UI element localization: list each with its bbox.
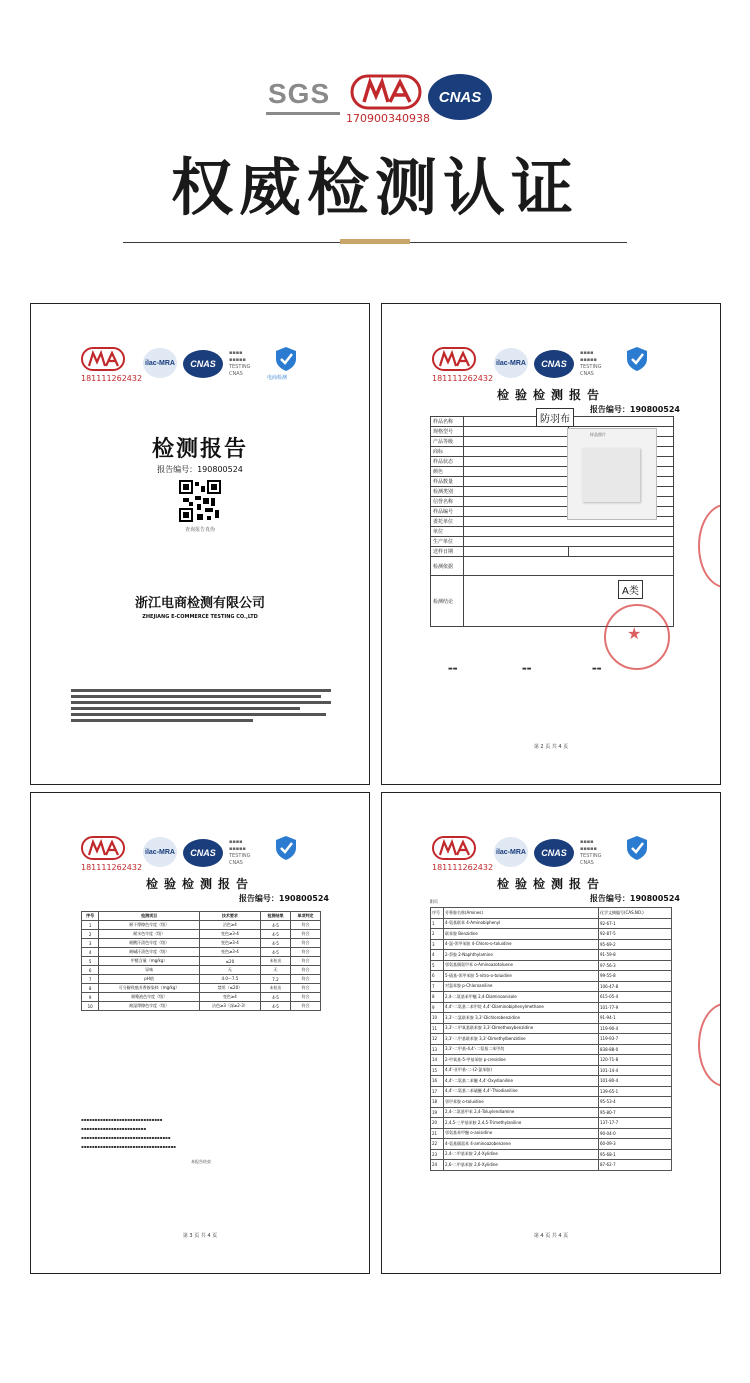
table-cell: 邻甲苯胺 o-toluidine bbox=[444, 1097, 599, 1108]
cnas-logo: CNAS bbox=[428, 74, 492, 120]
table-cell: 97-56-3 bbox=[599, 960, 672, 971]
table-cell: 2,4,5-三甲基苯胺 2,4,5-Trimethylaniline bbox=[444, 1118, 599, 1129]
title-divider-accent bbox=[340, 239, 410, 244]
table-row bbox=[82, 957, 321, 966]
table-cell: 106-47-8 bbox=[599, 981, 672, 992]
shield-check-icon bbox=[626, 835, 648, 861]
table-cell: ≤20 bbox=[199, 957, 260, 966]
report-number: 报告编号：190800524 bbox=[157, 465, 243, 474]
report-logos bbox=[432, 346, 672, 386]
table-row bbox=[431, 1118, 672, 1129]
cnas-mini-logo: CNAS bbox=[534, 350, 574, 378]
table-cell: 24 bbox=[431, 1160, 444, 1171]
column-header: 技术要求 bbox=[199, 912, 260, 921]
table-cell: 4-5 bbox=[261, 993, 291, 1002]
table-cell: 符合 bbox=[290, 921, 320, 930]
cma-mini-number: 181111262432 bbox=[432, 374, 494, 383]
field-label: 颜色 bbox=[431, 467, 464, 477]
table-cell: 4-5 bbox=[261, 948, 291, 957]
table-cell: 2,4-二甲基苯胺 2,4-Xylidine bbox=[444, 1149, 599, 1160]
table-cell: 符合 bbox=[290, 930, 320, 939]
table-cell: 异味 bbox=[99, 966, 199, 975]
table-cell: 7 bbox=[431, 981, 444, 992]
table-cell: 119-90-4 bbox=[599, 1023, 672, 1034]
report-end-text: 本报告结束 bbox=[191, 1159, 211, 1164]
table-cell: 2 bbox=[431, 929, 444, 940]
sgs-underline bbox=[266, 112, 340, 115]
cma-mini-logo bbox=[432, 835, 476, 863]
table-row bbox=[431, 971, 672, 982]
qr-caption: 查询报告真伪 bbox=[184, 527, 215, 533]
table-row bbox=[431, 1013, 672, 1024]
table-cell: 101-14-4 bbox=[599, 1065, 672, 1076]
field-label: 检测结论 bbox=[431, 576, 464, 627]
table-cell: 120-71-8 bbox=[599, 1055, 672, 1066]
field-label: 信誉名称 bbox=[431, 497, 464, 507]
table-row bbox=[431, 939, 672, 950]
report-cover-page bbox=[30, 303, 370, 785]
table-cell: 13 bbox=[431, 1044, 444, 1055]
table-cell: 邻氨基偶氮甲苯 o-Aminoazotoluene bbox=[444, 960, 599, 971]
accreditation-text: ▪▪▪▪ ▪▪▪▪▪ TESTING CNAS bbox=[229, 350, 251, 377]
accreditation-text: ▪▪▪▪ ▪▪▪▪▪ TESTING CNAS bbox=[580, 350, 602, 377]
table-cell: 3,3'-二甲基联苯胺 3,3'-Dimethylbenzidine bbox=[444, 1034, 599, 1045]
table-cell: 2-萘胺 2-Naphthylamine bbox=[444, 950, 599, 961]
cnas-mini-logo: CNAS bbox=[534, 839, 574, 867]
table-row bbox=[431, 918, 672, 929]
report-logos bbox=[81, 346, 321, 386]
table-cell: 耐干摩擦色牢度（级） bbox=[99, 921, 199, 930]
table-cell: 11 bbox=[431, 1023, 444, 1034]
field-label: 生产单位 bbox=[431, 537, 464, 547]
column-header: 序号 bbox=[431, 908, 444, 919]
ilac-mra-logo: ilac-MRA bbox=[494, 348, 528, 378]
table-cell: 耐湿摩擦色牢度（级） bbox=[99, 1002, 199, 1011]
table-row bbox=[82, 921, 321, 930]
table-cell: 2,4-二氨基苯甲醚 2,4-Diaminoanisole bbox=[444, 992, 599, 1003]
fabric-tag: 防羽布 bbox=[536, 408, 574, 427]
table-cell: 4-5 bbox=[261, 1002, 291, 1011]
report-number: 报告编号：190800524 bbox=[589, 405, 680, 414]
field-label: 检测依据 bbox=[431, 557, 464, 576]
table-cell: 87-62-7 bbox=[599, 1160, 672, 1171]
certification-logos bbox=[0, 72, 750, 132]
table-cell: 对氯苯胺 p-Chloroaniline bbox=[444, 981, 599, 992]
table-cell: 139-65-1 bbox=[599, 1086, 672, 1097]
table-cell: 19 bbox=[431, 1107, 444, 1118]
cma-mini-logo bbox=[432, 346, 476, 374]
page-number: 第 2 页 共 4 页 bbox=[533, 744, 569, 750]
table-row bbox=[431, 1065, 672, 1076]
cnas-mini-logo: CNAS bbox=[183, 350, 223, 378]
table-cell: 甲醛含量（mg/kg） bbox=[99, 957, 199, 966]
accreditation-text: ▪▪▪▪ ▪▪▪▪▪ TESTING CNAS bbox=[580, 839, 602, 866]
table-cell: 15 bbox=[431, 1065, 444, 1076]
table-cell: 23 bbox=[431, 1149, 444, 1160]
report-title: 检验检测报告 bbox=[496, 388, 605, 402]
table-cell: 91-94-1 bbox=[599, 1013, 672, 1024]
report-title: 检验检测报告 bbox=[145, 877, 254, 891]
table-cell: 615-05-4 bbox=[599, 992, 672, 1003]
table-cell: 1 bbox=[82, 921, 99, 930]
table-cell: 变色≥4 bbox=[199, 993, 260, 1002]
table-cell: 符合 bbox=[290, 993, 320, 1002]
table-cell: 符合 bbox=[290, 975, 320, 984]
page-title: 权威检测认证 bbox=[170, 151, 579, 224]
table-cell: 12 bbox=[431, 1034, 444, 1045]
table-cell: 119-93-7 bbox=[599, 1034, 672, 1045]
table-cell: 耐唾液色牢度（级） bbox=[99, 993, 199, 1002]
table-cell: 2,6-二甲基苯胺 2,6-Xylidine bbox=[444, 1160, 599, 1171]
table-cell: 5 bbox=[82, 957, 99, 966]
table-row bbox=[431, 1055, 672, 1066]
table-cell: 邻氨基苯甲醚 o-anisidine bbox=[444, 1128, 599, 1139]
edge-stamp bbox=[698, 504, 721, 588]
shield-check-icon bbox=[275, 835, 297, 861]
table-cell: 4 bbox=[82, 948, 99, 957]
field-label: 产品等级 bbox=[431, 437, 464, 447]
field-label: 样品名称 bbox=[431, 417, 464, 427]
table-cell: 沾色≥3（深≥2-3） bbox=[199, 1002, 260, 1011]
table-row bbox=[431, 1160, 672, 1171]
field-label: 样品数量 bbox=[431, 477, 464, 487]
ilac-mra-logo: ilac-MRA bbox=[143, 837, 177, 867]
table-cell: 92-67-1 bbox=[599, 918, 672, 929]
qr-code bbox=[179, 480, 221, 522]
table-cell: 符合 bbox=[290, 984, 320, 993]
table-row bbox=[431, 981, 672, 992]
table-cell: 5-硝基-邻甲苯胺 5-nitro-o-toluidine bbox=[444, 971, 599, 982]
cma-mini-logo bbox=[81, 835, 125, 863]
field-label: 规格型号 bbox=[431, 427, 464, 437]
table-row bbox=[82, 930, 321, 939]
sgs-logo: SGS bbox=[268, 78, 331, 109]
table-cell: 4 bbox=[431, 950, 444, 961]
column-header: 序号 bbox=[82, 912, 99, 921]
report-title: 检验检测报告 bbox=[496, 877, 605, 891]
table-cell: 3,3'-二氯联苯胺 3,3'-Dichlorobenzidine bbox=[444, 1013, 599, 1024]
table-cell: 7 bbox=[82, 975, 99, 984]
organization-name: 浙江电商检测有限公司 bbox=[134, 596, 265, 611]
table-cell: 4-氨基联苯 4-Aminobiphenyl bbox=[444, 918, 599, 929]
table-cell: 20 bbox=[431, 1118, 444, 1129]
table-cell: 10 bbox=[431, 1013, 444, 1024]
table-cell: 17 bbox=[431, 1086, 444, 1097]
report-title: 检测报告 bbox=[151, 437, 248, 462]
table-cell: 8 bbox=[82, 984, 99, 993]
table-cell: 4,4'-二氨基二苯硫醚 4,4'-Thiodianiline bbox=[444, 1086, 599, 1097]
test-results-table bbox=[81, 911, 321, 1011]
table-cell: 4-5 bbox=[261, 921, 291, 930]
organization-name-en: ZHEJIANG E-COMMERCE TESTING CO.,LTD bbox=[142, 614, 258, 620]
table-row bbox=[431, 1097, 672, 1108]
table-cell: 1 bbox=[431, 918, 444, 929]
table-row bbox=[431, 1139, 672, 1150]
table-cell: 3,3'-二甲基-4,4'-二氨基二苯甲烷 bbox=[444, 1044, 599, 1055]
cma-logo bbox=[350, 72, 422, 112]
table-cell: 3 bbox=[431, 939, 444, 950]
table-row bbox=[82, 993, 321, 1002]
table-cell: 变色≥3-4 bbox=[199, 939, 260, 948]
report-appendix-page bbox=[381, 792, 721, 1274]
table-row bbox=[431, 1034, 672, 1045]
table-cell: 137-17-7 bbox=[599, 1118, 672, 1129]
cma-mini-logo bbox=[81, 346, 125, 374]
signature: ▬▬ bbox=[522, 666, 532, 672]
table-cell: 无 bbox=[261, 966, 291, 975]
table-cell: 6 bbox=[431, 971, 444, 982]
field-label: 单位 bbox=[431, 527, 464, 537]
sample-photo-caption: 样品照片 bbox=[590, 432, 606, 437]
cma-number: 170900340938 bbox=[346, 112, 430, 125]
table-cell: 99-55-8 bbox=[599, 971, 672, 982]
table-cell: 变色≥3-4 bbox=[199, 930, 260, 939]
table-row bbox=[431, 1076, 672, 1087]
class-tag: A类 bbox=[618, 580, 643, 599]
table-cell: 95-68-1 bbox=[599, 1149, 672, 1160]
table-row bbox=[431, 1023, 672, 1034]
table-cell: 60-09-3 bbox=[599, 1139, 672, 1150]
table-cell: 16 bbox=[431, 1076, 444, 1087]
report-number: 报告编号：190800524 bbox=[238, 894, 329, 903]
signature: ▬▬ bbox=[448, 666, 458, 672]
table-row bbox=[431, 960, 672, 971]
table-row bbox=[82, 948, 321, 957]
report-notes: ▪▪▪▪▪▪▪▪▪▪▪▪▪▪▪▪▪▪▪▪▪▪▪▪▪▪▪▪▪▪ ▪▪▪▪▪▪▪▪▪▪▪▪▪▪▪▪▪▪▪▪▪▪▪▪ ▪▪▪▪▪▪▪▪▪▪▪▪▪▪▪▪▪▪▪▪▪▪▪▪▪▪▪▪▪▪▪▪▪ ▪▪▪▪▪▪▪▪▪▪▪▪▪▪▪▪▪▪▪▪▪▪▪▪▪▪▪▪▪▪▪▪▪▪▪ 本报告结束 bbox=[81, 1115, 321, 1166]
column-header: 化学文摘编号(CAS.NO.) bbox=[599, 908, 672, 919]
table-cell: 95-69-2 bbox=[599, 939, 672, 950]
table-cell: 5 bbox=[431, 960, 444, 971]
table-cell: 符合 bbox=[290, 966, 320, 975]
table-cell: 4-5 bbox=[261, 939, 291, 948]
table-row bbox=[431, 992, 672, 1003]
table-cell: 4-氨基偶氮苯 4-aminoazobenzene bbox=[444, 1139, 599, 1150]
table-row bbox=[431, 929, 672, 940]
field-label: 样品状态 bbox=[431, 457, 464, 467]
table-row bbox=[431, 1107, 672, 1118]
fabric-sample bbox=[582, 448, 640, 502]
table-cell: 耐酸汗渍色牢度（级） bbox=[99, 939, 199, 948]
table-cell: 2-甲氧基-5-甲基苯胺 p-cresidine bbox=[444, 1055, 599, 1066]
table-cell: 未检出 bbox=[261, 984, 291, 993]
table-cell: 符合 bbox=[290, 1002, 320, 1011]
field-label: 检测类别 bbox=[431, 487, 464, 497]
table-row bbox=[82, 1002, 321, 1011]
table-cell: 耐碱汗渍色牢度（级） bbox=[99, 948, 199, 957]
amines-table bbox=[430, 907, 672, 1171]
signature: ▬▬ bbox=[592, 666, 602, 672]
edge-stamp bbox=[698, 1003, 721, 1087]
table-cell: 8 bbox=[431, 992, 444, 1003]
table-row bbox=[431, 1086, 672, 1097]
table-cell: 91-59-8 bbox=[599, 950, 672, 961]
column-header: 单项判定 bbox=[290, 912, 320, 921]
table-cell: 2,4-二氨基甲苯 2,4-Toluylendiamine bbox=[444, 1107, 599, 1118]
table-row bbox=[431, 950, 672, 961]
table-cell: 4-5 bbox=[261, 930, 291, 939]
table-row bbox=[82, 939, 321, 948]
table-cell: 联苯胺 Benzidine bbox=[444, 929, 599, 940]
table-row bbox=[431, 1149, 672, 1160]
field-label: 样品编号 bbox=[431, 507, 464, 517]
cma-mini-number: 181111262432 bbox=[432, 863, 494, 872]
report-number: 报告编号：190800524 bbox=[589, 894, 680, 903]
shield-check-icon bbox=[626, 346, 648, 372]
table-cell: 符合 bbox=[290, 957, 320, 966]
table-row bbox=[82, 984, 321, 993]
table-cell: 95-80-7 bbox=[599, 1107, 672, 1118]
table-cell: 4-氯-邻甲苯胺 4-Chloro-o-toluidine bbox=[444, 939, 599, 950]
table-cell: 可分解致癌芳香胺染料（mg/kg） bbox=[99, 984, 199, 993]
table-row bbox=[431, 1128, 672, 1139]
shield-check-icon bbox=[275, 346, 297, 372]
accreditation-text: ▪▪▪▪ ▪▪▪▪▪ TESTING CNAS bbox=[229, 839, 251, 866]
table-cell: 变色≥3-4 bbox=[199, 948, 260, 957]
report-results-page bbox=[30, 792, 370, 1274]
table-cell: 14 bbox=[431, 1055, 444, 1066]
fine-print bbox=[71, 689, 331, 725]
table-cell: 4,4'-二氨基二苯醚 4,4'-Oxydianiline bbox=[444, 1076, 599, 1087]
table-cell: 9 bbox=[431, 1002, 444, 1013]
field-label: 商标 bbox=[431, 447, 464, 457]
table-cell: 95-53-4 bbox=[599, 1097, 672, 1108]
table-cell: 禁用（≤20） bbox=[199, 984, 260, 993]
table-cell: 耐水色牢度（级） bbox=[99, 930, 199, 939]
table-cell: 838-88-0 bbox=[599, 1044, 672, 1055]
table-cell: 未检出 bbox=[261, 957, 291, 966]
field-label: 委托单位 bbox=[431, 517, 464, 527]
table-cell: 符合 bbox=[290, 939, 320, 948]
page-number: 第 4 页 共 4 页 bbox=[533, 1233, 569, 1239]
table-cell: 符合 bbox=[290, 948, 320, 957]
column-header: 芳香胺名称(Amines) bbox=[444, 908, 599, 919]
table-row bbox=[431, 1002, 672, 1013]
table-cell: 101-80-4 bbox=[599, 1076, 672, 1087]
table-cell: 3,3'-二甲氧基联苯胺 3,3'-Dimethoxybenzidine bbox=[444, 1023, 599, 1034]
cnas-mini-logo: CNAS bbox=[183, 839, 223, 867]
table-cell: 沾色≥4 bbox=[199, 921, 260, 930]
table-cell: 21 bbox=[431, 1128, 444, 1139]
shield-caption: 电商检测 bbox=[267, 375, 288, 381]
ilac-mra-logo: ilac-MRA bbox=[143, 348, 177, 378]
cma-mini-number: 181111262432 bbox=[81, 863, 143, 872]
table-cell: 90-04-0 bbox=[599, 1128, 672, 1139]
table-cell: 92-87-5 bbox=[599, 929, 672, 940]
table-cell: 10 bbox=[82, 1002, 99, 1011]
cma-mini-number: 181111262432 bbox=[81, 374, 143, 383]
table-cell: 4,4'-二氨基二苯甲烷 4,4'-Diaminobiphenylmethane bbox=[444, 1002, 599, 1013]
table-cell: 22 bbox=[431, 1139, 444, 1150]
report-logos bbox=[432, 835, 672, 875]
table-cell: 3 bbox=[82, 939, 99, 948]
table-cell: 101-77-9 bbox=[599, 1002, 672, 1013]
column-header: 检测结果 bbox=[261, 912, 291, 921]
table-cell: 无 bbox=[199, 966, 260, 975]
table-row bbox=[431, 1044, 672, 1055]
column-header: 检测项目 bbox=[99, 912, 199, 921]
table-cell: 4.0～7.5 bbox=[199, 975, 260, 984]
table-cell: 6 bbox=[82, 966, 99, 975]
table-cell: pH值 bbox=[99, 975, 199, 984]
table-cell: 7.2 bbox=[261, 975, 291, 984]
ilac-mra-logo: ilac-MRA bbox=[494, 837, 528, 867]
table-cell: 4,4'-亚甲基-二-(2-氯苯胺) bbox=[444, 1065, 599, 1076]
table-cell: 9 bbox=[82, 993, 99, 1002]
appendix-caption: 附页 bbox=[430, 899, 438, 904]
report-logos bbox=[81, 835, 321, 875]
table-cell: 18 bbox=[431, 1097, 444, 1108]
field-label: 送样日期 bbox=[431, 547, 464, 557]
table-row bbox=[82, 975, 321, 984]
stamp-star-icon: ★ bbox=[627, 624, 642, 643]
table-cell: 2 bbox=[82, 930, 99, 939]
report-info-page bbox=[381, 303, 721, 785]
table-row bbox=[82, 966, 321, 975]
page-number: 第 3 页 共 4 页 bbox=[182, 1233, 218, 1239]
